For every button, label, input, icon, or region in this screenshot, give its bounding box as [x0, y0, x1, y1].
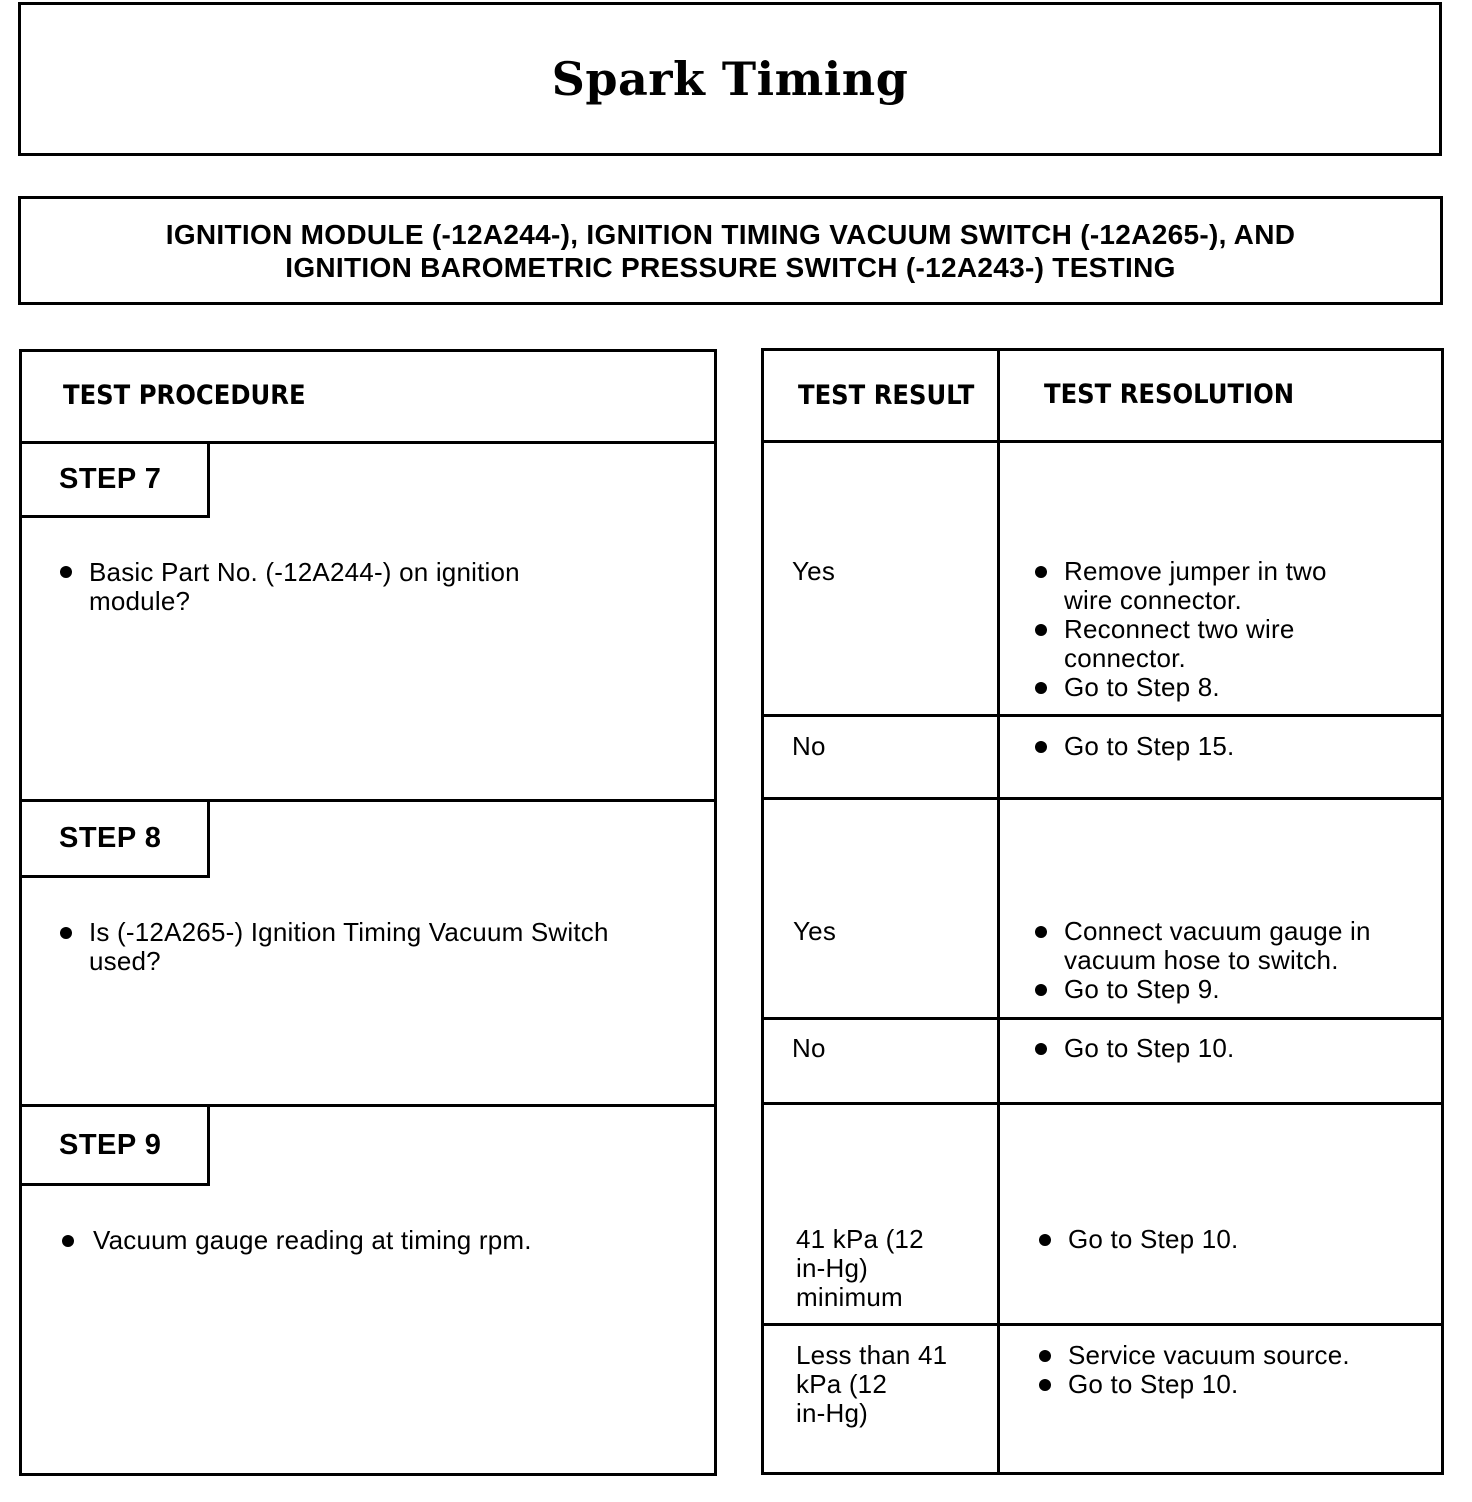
resolution-header: TEST RESOLUTION: [1044, 379, 1295, 410]
outcome-divider: [761, 1323, 1444, 1326]
step-8-yes-resolution-2: Go to Step 9.: [1064, 974, 1220, 1004]
step-8-procedure-line-1: Is (-12A265-) Ignition Timing Vacuum Switch: [89, 917, 609, 947]
step-8-yes-resolution-1a: Connect vacuum gauge in: [1064, 916, 1371, 946]
step-9-low-resolution-2: Go to Step 10.: [1068, 1369, 1239, 1399]
step-9-low-result-line-2: kPa (12: [796, 1369, 888, 1399]
step-8-procedure-line-2: used?: [89, 946, 161, 976]
bullet-icon: [1035, 1043, 1047, 1055]
step-9-low-result-line-3: in-Hg): [796, 1398, 868, 1428]
column-divider: [997, 348, 1000, 1475]
step-9-min-result-line-1: 41 kPa (12: [796, 1224, 924, 1254]
step-7-no-resolution: Go to Step 15.: [1064, 731, 1235, 761]
step-divider: [761, 1102, 1444, 1105]
bullet-icon: [62, 1235, 74, 1247]
step-8-no-resolution: Go to Step 10.: [1064, 1033, 1235, 1063]
step-7-yes-resolution-2b: connector.: [1064, 643, 1186, 673]
bullet-icon: [1035, 566, 1047, 578]
step-7-no-result: No: [792, 731, 826, 761]
step-7-yes-result: Yes: [792, 556, 836, 586]
step-9-procedure-line-1: Vacuum gauge reading at timing rpm.: [93, 1225, 532, 1255]
step-8-label: STEP 8: [59, 822, 162, 854]
bullet-icon: [1035, 682, 1047, 694]
step-7-procedure-line-2: module?: [89, 586, 191, 616]
procedure-table: [19, 349, 717, 1476]
title-box: [18, 2, 1442, 156]
section-heading-line-1: IGNITION MODULE (-12A244-), IGNITION TIMING VACUUM SWITCH (-12A265-), AND: [165, 218, 1296, 250]
result-header: TEST RESULT: [798, 380, 975, 411]
procedure-header: TEST PROCEDURE: [63, 380, 306, 411]
step-8-yes-result: Yes: [793, 916, 837, 946]
step-7-yes-resolution-2a: Reconnect two wire: [1064, 614, 1295, 644]
step-7-yes-resolution-3: Go to Step 8.: [1064, 672, 1220, 702]
step-9-min-resolution: Go to Step 10.: [1068, 1224, 1239, 1254]
section-heading: [166, 218, 1296, 284]
bullet-icon: [1035, 926, 1047, 938]
step-9-min-result-line-2: in-Hg): [796, 1253, 868, 1283]
step-7-procedure-line-1: Basic Part No. (-12A244-) on ignition: [89, 557, 520, 587]
step-9-min-result-line-3: minimum: [796, 1282, 903, 1312]
step-8-yes-resolution-1b: vacuum hose to switch.: [1064, 945, 1339, 975]
bullet-icon: [1039, 1350, 1051, 1362]
step-7-label: STEP 7: [59, 463, 162, 495]
step-8-no-result: No: [792, 1033, 826, 1063]
bullet-icon: [1035, 624, 1047, 636]
step-7-yes-resolution-1b: wire connector.: [1064, 585, 1242, 615]
step-7-yes-resolution-1a: Remove jumper in two: [1064, 556, 1327, 586]
step-9-low-resolution-1: Service vacuum source.: [1068, 1340, 1350, 1370]
bullet-icon: [1039, 1234, 1051, 1246]
page-title: Spark Timing: [551, 52, 909, 106]
step-9-label: STEP 9: [59, 1129, 162, 1161]
bullet-icon: [60, 566, 72, 578]
step-divider: [761, 797, 1444, 800]
outcome-divider: [761, 714, 1444, 717]
subtitle-box: [18, 196, 1443, 305]
outcome-divider: [761, 1017, 1444, 1020]
step-9-low-result-line-1: Less than 41: [796, 1340, 948, 1370]
section-heading-line-2: IGNITION BAROMETRIC PRESSURE SWITCH (-12A243-) TESTING: [285, 251, 1176, 283]
results-header-divider: [761, 440, 1444, 443]
bullet-icon: [60, 927, 72, 939]
bullet-icon: [1035, 984, 1047, 996]
bullet-icon: [1035, 741, 1047, 753]
bullet-icon: [1039, 1379, 1051, 1391]
